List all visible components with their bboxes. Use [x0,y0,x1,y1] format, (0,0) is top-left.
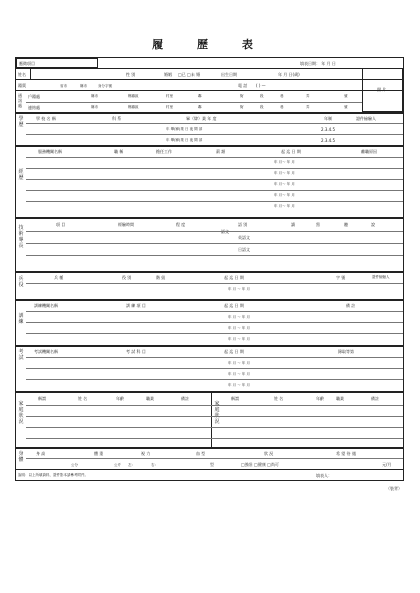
education-side-label: 學歷 [18,116,24,128]
health-options[interactable]: □強壯 □健康 □尚可 [241,462,279,467]
address-section: 通訊處 戶籍處 連絡處 縣市 鄉鎮區 村里 鄰 街 段 巷 弄 號 縣市 鄉鎮區 村里 鄰 街 段 巷 弄 號 [16,90,403,112]
exam-section: 考試 考試機關名稱 考 試 科 目 起 迄 日 期 錄取等第 年 月 ～ 年 月 年 月 ～ 年 月 年 月 ～ 年 月 [16,345,403,391]
military-section: 兵役 兵 種 役 別 階 級 起 迄 日 期 字 號 證件檢驗人 年 月 ～ 年 月 [16,271,403,299]
native-label: 籍貫 [18,83,26,88]
military-side-label: 兵役 [18,276,24,288]
education-section: 學歷 學 校 名 稱 科 系 畢（肄）業 年 度 年制 證件檢驗人 年 畢(肄)業 日 夜 間 部 2.3.4.5 年 畢(肄)業 日 夜 間 部 2.3.4.5 [16,112,403,145]
experience-side-label: 經歷 [18,169,24,181]
experience-section: 經歷 服務機關名稱 職 稱 擔任工作 薪 額 起 迄 日 期 離職原因 年 月～ 年 月 年 月～ 年 月 年 月～ 年 月 年 月～ 年 月 年 月～ 年 月 [16,145,403,217]
training-section: 訓練 訓練機關名稱 訓 練 項 目 起 迄 日 期 備 註 年 月 ～ 年 月 年 月 ～ 年 月 年 月 ～ 年 月 [16,299,403,345]
resume-form [15,57,404,481]
id-label: 身分字號 [98,84,112,88]
address-label: 通訊處 [18,93,22,108]
marriage-label: 婚姻 [164,72,172,77]
signer-label: 填表人： [316,473,332,478]
birth-value[interactable]: 年 月 日(歲) [278,72,300,77]
photo-label: 照 片 [377,87,387,92]
marriage-options[interactable]: □已 □未 婚 [178,72,201,77]
fill-date: 填表日期： 年 月 日 [300,61,336,66]
apply-position-cell[interactable] [16,58,98,68]
family-side-label: 家庭狀況 [18,401,24,425]
skills-side-label: 技術專長 [18,225,24,249]
apply-position-label: 應徵項目 [19,61,35,66]
gender-label: 性 別 [126,72,136,77]
edu-row-2[interactable]: 年 畢(肄)業 日 夜 間 部 [166,138,203,142]
training-side-label: 訓練 [18,313,24,325]
phone-label: 電 話 [238,83,248,88]
body-section: 身體 身 高 體 重 視 力 血 型 狀 況 希 望 待 遇 公分 公斤 左: 右: 型 □強壯 □健康 □尚可 元/月 [16,447,403,469]
exam-side-label: 考試 [18,349,24,361]
skills-section: 技術專長 項 目 經驗時間 程 度 語文 語 別 讀 寫 聽 說 英語文 日語文 [16,217,403,271]
family-section: 家庭狀況 稱謂 姓 名 年齡 職業 備註 家庭狀況 稱謂 姓 名 年齡 職業 備註 [16,391,403,447]
name-label: 姓名 [18,72,26,77]
family-side-label-2: 家庭狀況 [214,401,220,425]
name-row [16,68,403,79]
form-title: 履 歷 表 [152,38,268,51]
edu-row-1[interactable]: 年 畢(肄)業 日 夜 間 部 [166,127,203,131]
page-note: （裝背） [386,486,402,491]
birth-label: 出生日期 [221,72,237,77]
body-side-label: 身體 [18,451,24,463]
native-row: 籍貫 省市 縣市 身分字號 電 話 ( ) — [16,79,403,90]
phone-value[interactable]: ( ) — [256,83,266,88]
footer-note: 說明：以上所填資料，證件影本請參考附件。 [18,473,88,477]
footer-row [16,469,403,481]
